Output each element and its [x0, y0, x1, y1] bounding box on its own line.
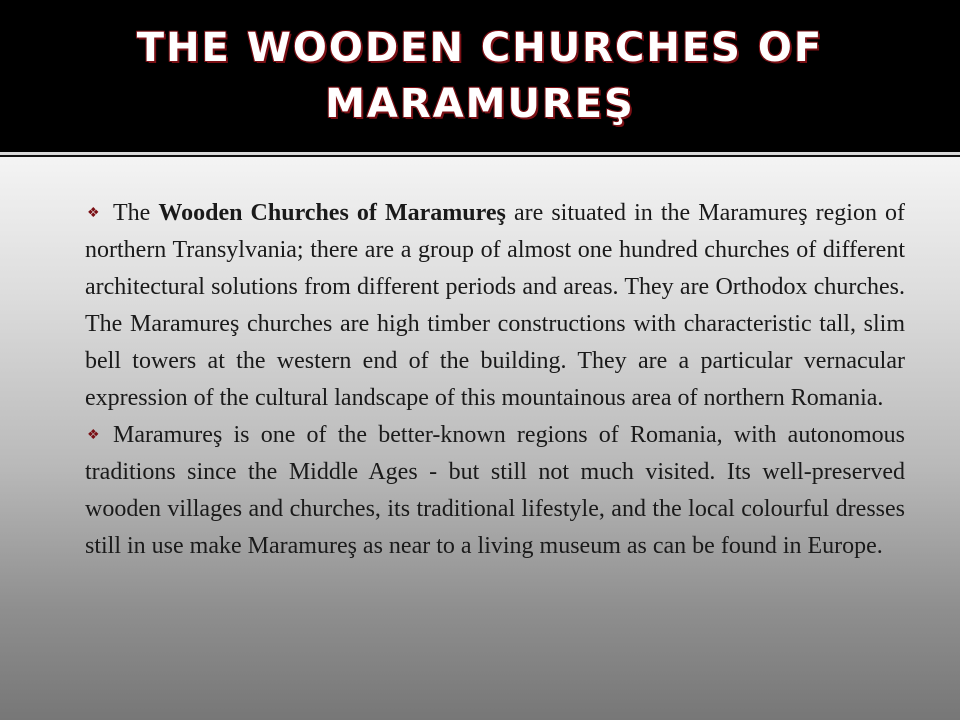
diamond-bullet-icon: ❖: [87, 428, 100, 443]
paragraph-1-rest: are situated in the Maramureş region of northern Transylvania; there are a group of almost one hundred churches of different architectural solutions from different periods and areas. They are Orthodox churches. The Maramureş churches are high timber constructions with characteristic tall, slim bell towers at the western end of the building. They are a particular vernacular expression of the cultural landscape of this mountainous area of northern Romania.: [85, 200, 906, 411]
bullet-paragraph-1: [85, 195, 905, 417]
paragraph-1-bold: Wooden Churches of Maramureş: [158, 200, 506, 226]
diamond-bullet-icon: ❖: [87, 206, 100, 221]
slide-content: [0, 157, 960, 720]
bullet-paragraph-2: [85, 417, 905, 565]
bullet-list: [85, 195, 905, 565]
paragraph-2-text: Maramureş is one of the better-known regions of Romania, with autonomous traditions since the Middle Ages - but still not much visited. Its well-preserved wooden villages and churches, its traditional lifestyle, and the local colourful dresses still in use make Maramureş as near to a living museum as can be found in Europe.: [85, 422, 905, 559]
paragraph-1-lead: The: [113, 200, 151, 226]
title-bar: [0, 0, 960, 152]
slide-title: THE WOODEN CHURCHES OF MARAMUREŞ: [136, 25, 824, 127]
